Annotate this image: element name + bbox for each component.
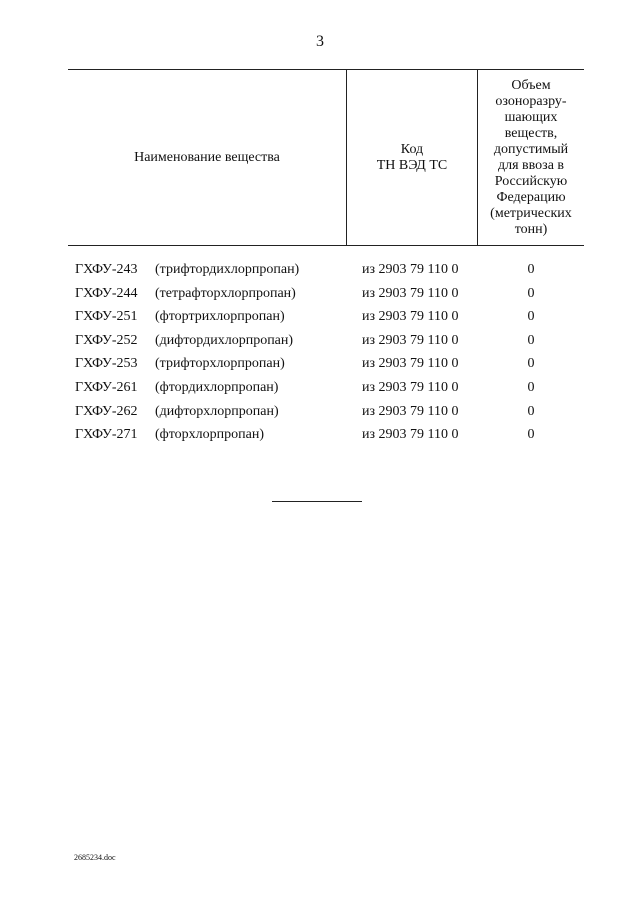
- allowed-volume: 0: [527, 262, 535, 277]
- substance-code: ГХФУ-262: [75, 403, 138, 419]
- table-row: [0, 378, 640, 402]
- allowed-volume: 0: [527, 356, 535, 372]
- header-tn-ved-code: [347, 70, 477, 245]
- substance-name: (фтортрихлорпропан): [155, 309, 285, 325]
- tn-ved-code: из 2903 79 110 0: [362, 379, 459, 395]
- header-substance-name: [68, 70, 346, 245]
- tn-ved-code: из 2903 79 110 0: [362, 309, 459, 325]
- substance-code: ГХФУ-253: [75, 356, 138, 372]
- header-volume-line: Федерацию: [496, 189, 566, 205]
- substance-name: (дифторхлорпропан): [155, 403, 279, 419]
- header-allowed-volume: [478, 70, 584, 245]
- tn-ved-code: из 2903 79 110 0: [362, 285, 459, 301]
- page-number: 3: [316, 33, 324, 50]
- header-code-line-1: Код: [400, 141, 424, 157]
- table-body: [0, 260, 640, 449]
- footer-file-name: 2685234.doc: [74, 853, 116, 862]
- tn-ved-code: из 2903 79 110 0: [362, 356, 459, 372]
- header-volume-line: веществ,: [504, 125, 558, 141]
- substance-name: (фтордихлорпропан): [155, 379, 279, 395]
- table-row: [0, 260, 640, 284]
- table-row: [0, 331, 640, 355]
- allowed-volume: 0: [527, 332, 535, 348]
- substance-code: ГХФУ-261: [75, 379, 138, 395]
- table-row: [0, 425, 640, 449]
- tn-ved-code: из 2903 79 110 0: [362, 332, 459, 348]
- substance-name: (трифтордихлорпропан): [155, 262, 300, 277]
- header-volume-line: (метрических: [490, 205, 572, 221]
- substance-code: ГХФУ-243: [75, 262, 138, 277]
- allowed-volume: 0: [527, 285, 535, 301]
- substance-name: (тетрафторхлорпропан): [155, 285, 296, 301]
- substance-code: ГХФУ-244: [75, 285, 138, 301]
- header-volume-line: Российскую: [494, 173, 568, 189]
- header-volume-line: для ввоза в: [497, 157, 565, 173]
- table-row: [0, 354, 640, 378]
- header-substance-name-text: Наименование вещества: [134, 149, 280, 165]
- allowed-volume: 0: [527, 379, 535, 395]
- end-of-document-rule: [272, 501, 362, 502]
- table-row: [0, 307, 640, 331]
- substance-name: (фторхлорпропан): [155, 427, 265, 443]
- allowed-volume: 0: [527, 309, 535, 325]
- substance-code: ГХФУ-251: [75, 309, 138, 325]
- tn-ved-code: из 2903 79 110 0: [362, 427, 459, 443]
- header-code-line-2: ТН ВЭД ТС: [376, 157, 448, 173]
- tn-ved-code: из 2903 79 110 0: [362, 262, 459, 277]
- header-volume-line: тонн): [514, 221, 548, 237]
- tn-ved-code: из 2903 79 110 0: [362, 403, 459, 419]
- header-volume-line: шающих: [504, 109, 558, 125]
- allowed-volume: 0: [527, 403, 535, 419]
- allowed-volume: 0: [527, 427, 535, 443]
- substance-name: (трифторхлорпропан): [155, 356, 285, 372]
- table-row: [0, 402, 640, 426]
- substance-name: (дифтордихлорпропан): [155, 332, 294, 348]
- table-row: [0, 284, 640, 308]
- header-volume-line: допустимый: [493, 141, 569, 157]
- substance-code: ГХФУ-271: [75, 427, 138, 443]
- header-volume-line: Объем: [511, 77, 551, 93]
- table-header: [68, 69, 584, 246]
- header-volume-line: озоноразру-: [495, 93, 567, 109]
- substance-code: ГХФУ-252: [75, 332, 138, 348]
